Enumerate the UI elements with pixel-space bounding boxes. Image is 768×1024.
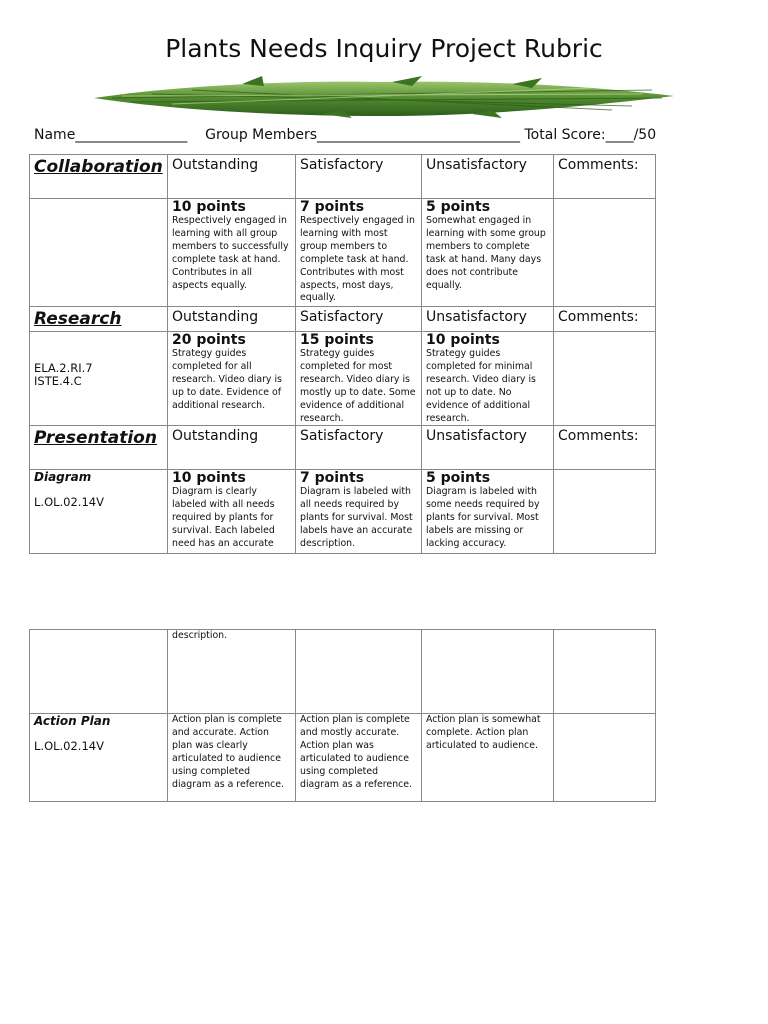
points: 10 points: [172, 199, 246, 215]
action-plan-criteria-cell: [30, 714, 168, 802]
continued-unsatisfactory-cell: [422, 630, 554, 714]
diagram-label: Diagram: [34, 470, 92, 485]
comments-cell: [554, 332, 656, 426]
action-plan-satisfactory-cell: [296, 714, 422, 802]
points: 10 points: [426, 332, 500, 348]
comments-label: Comments:: [554, 426, 656, 470]
standard-code: ISTE.4.C: [34, 374, 82, 388]
level-satisfactory: Satisfactory: [296, 155, 422, 199]
description: Strategy guides completed for all research. Video diary is up to date. Evidence of additional research.: [172, 348, 282, 411]
continued-satisfactory-cell: [296, 630, 422, 714]
collaboration-unsatisfactory-cell: [422, 199, 554, 307]
collaboration-outstanding-cell: [168, 199, 296, 307]
standard-code: L.OL.02.14V: [34, 739, 104, 753]
level-unsatisfactory: Unsatisfactory: [422, 307, 554, 332]
description: Action plan is complete and accurate. Action plan was clearly articulated to audience using completed diagram as a reference.: [172, 714, 285, 790]
comments-cell: [554, 470, 656, 554]
level-outstanding: Outstanding: [168, 155, 296, 199]
comments-cell: [554, 199, 656, 307]
points: 20 points: [172, 332, 246, 348]
research-outstanding-cell: [168, 332, 296, 426]
points: 5 points: [426, 470, 491, 487]
presentation-heading: Presentation: [30, 426, 168, 470]
action-plan-unsatisfactory-cell: [422, 714, 554, 802]
name-group-score-line: Name________________ Group Members_____________________________ Total Score:____/50: [34, 127, 657, 143]
comments-cell: [554, 714, 656, 802]
diagram-unsatisfactory-cell: [422, 470, 554, 554]
description: Action plan is complete and mostly accurate. Action plan was articulated to audience using completed diagram as a reference.: [300, 714, 413, 790]
description: Diagram is labeled with some needs required by plants for survival. Most labels are missing or lacking accuracy.: [426, 486, 540, 550]
research-unsatisfactory-cell: [422, 332, 554, 426]
action-plan-outstanding-cell: [168, 714, 296, 802]
continued-outstanding-cell: [168, 630, 296, 714]
diagram-criteria-cell: [30, 470, 168, 554]
research-standards-cell: [30, 332, 168, 426]
standard-code: ELA.2.RI.7: [34, 361, 93, 375]
rubric-table-continued: [29, 629, 656, 802]
points: 7 points: [300, 199, 365, 215]
level-outstanding: Outstanding: [168, 307, 296, 332]
description: Action plan is somewhat complete. Action plan articulated to audience.: [426, 714, 541, 751]
level-satisfactory: Satisfactory: [296, 426, 422, 470]
continued-criteria-cell: [30, 630, 168, 714]
diagram-satisfactory-cell: [296, 470, 422, 554]
collaboration-heading: Collaboration: [30, 155, 168, 199]
level-outstanding: Outstanding: [168, 426, 296, 470]
level-satisfactory: Satisfactory: [296, 307, 422, 332]
description-continued: description.: [172, 630, 228, 641]
comments-label: Comments:: [554, 307, 656, 332]
level-unsatisfactory: Unsatisfactory: [422, 155, 554, 199]
description: Diagram is clearly labeled with all needs required by plants for survival. Each labeled need has an accurate: [172, 486, 275, 550]
comments-label: Comments:: [554, 155, 656, 199]
description: Respectively engaged in learning with all group members to successfully complete task at hand. Contributes in all aspects equally.: [172, 215, 289, 291]
research-heading: Research: [30, 307, 168, 332]
points: 7 points: [300, 470, 365, 487]
research-satisfactory-cell: [296, 332, 422, 426]
page-title: Plants Needs Inquiry Project Rubric: [165, 34, 603, 63]
rubric-table: [29, 154, 656, 554]
description: Somewhat engaged in learning with some group members to complete task at hand. Many days does not contribute equally.: [426, 215, 546, 291]
collaboration-criteria-cell: [30, 199, 168, 307]
description: Strategy guides completed for minimal research. Video diary is not up to date. No evidence of additional research.: [426, 348, 536, 424]
level-unsatisfactory: Unsatisfactory: [422, 426, 554, 470]
standard-code: L.OL.02.14V: [34, 495, 104, 510]
grass-banner-image: [92, 76, 676, 118]
diagram-outstanding-cell: [168, 470, 296, 554]
points: 5 points: [426, 199, 491, 215]
action-plan-label: Action Plan: [34, 714, 111, 728]
comments-cell: [554, 630, 656, 714]
description: Diagram is labeled with all needs required by plants for survival. Most labels have an accurate description.: [300, 486, 413, 550]
collaboration-satisfactory-cell: [296, 199, 422, 307]
points: 10 points: [172, 470, 246, 487]
points: 15 points: [300, 332, 374, 348]
description: Strategy guides completed for most research. Video diary is mostly up to date. Some evidence of additional research.: [300, 348, 416, 424]
description: Respectively engaged in learning with most group members to complete task at hand. Contributes with most aspects, most days, equally.: [300, 215, 415, 304]
